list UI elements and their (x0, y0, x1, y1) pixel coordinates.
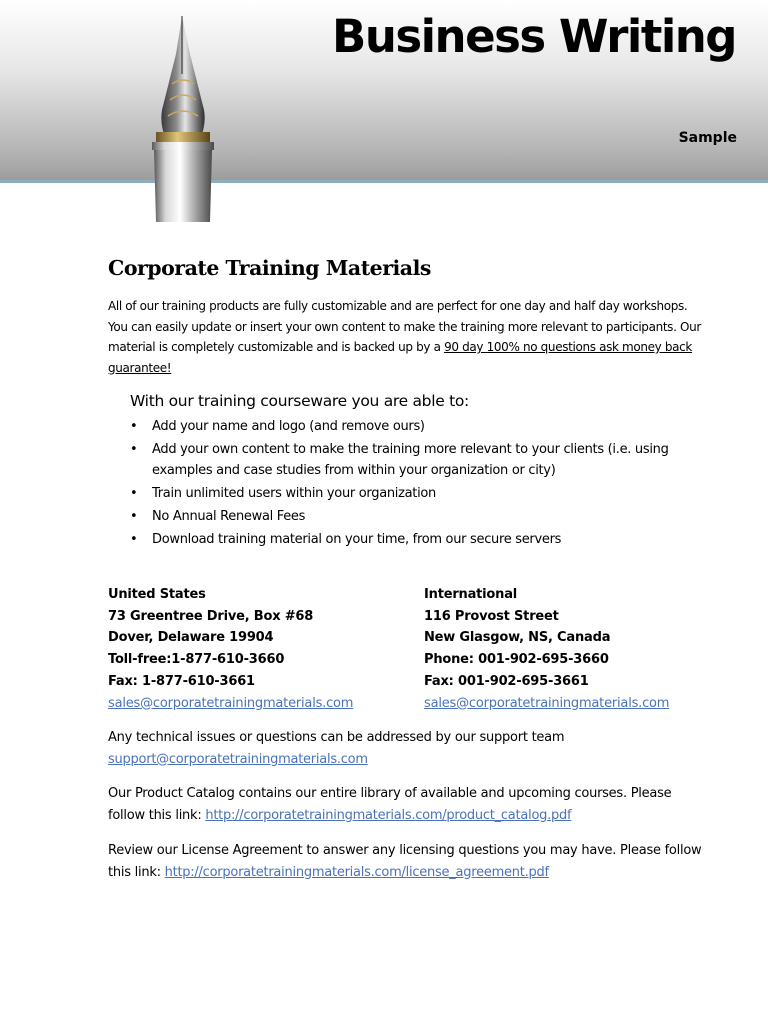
support-email-link[interactable]: support@corporatetrainingmaterials.com (108, 751, 368, 767)
us-fax: Fax: 1-877-610-3661 (108, 673, 255, 689)
support-text: Any technical issues or questions can be addressed by our support team (108, 730, 565, 745)
bullet-icon: • (130, 486, 138, 502)
catalog-link[interactable]: http://corporatetrainingmaterials.com/product_catalog.pdf (205, 807, 572, 823)
intl-region: International (424, 587, 518, 602)
page-subtitle: Sample (678, 130, 737, 146)
support-paragraph (108, 727, 708, 770)
intro-text: All of our training products are fully customizable and are perfect for one day and half day workshops. You can easily update or insert your own content to make the training more relevant to participants. Our material is completely customizable and is backed up by a (108, 299, 701, 354)
catalog-text: Our Product Catalog contains our entire library of available and upcoming courses. Please follow this link: (108, 786, 672, 823)
us-phone: Toll-free:1-877-610-3660 (108, 652, 285, 668)
header-divider (0, 180, 768, 183)
list-item: • No Annual Renewal Fees (130, 506, 690, 528)
us-region: United States (108, 587, 206, 602)
list-item: • Add your name and logo (and remove ours) (130, 416, 690, 438)
intl-street: 116 Provost Street (424, 608, 559, 624)
page-title: Business Writing (332, 10, 736, 63)
us-sales-email-link[interactable]: sales@corporatetrainingmaterials.com (108, 695, 354, 711)
license-text: Review our License Agreement to answer any licensing questions you may have. Please follow this link: (108, 843, 702, 880)
intl-fax: Fax: 001-902-695-3661 (424, 673, 589, 689)
intl-sales-email-link[interactable]: sales@corporatetrainingmaterials.com (424, 695, 670, 711)
feature-list (130, 416, 690, 551)
bullet-icon: • (130, 531, 138, 547)
bullet-icon: • (130, 441, 138, 457)
courseware-heading: With our training courseware you are able to: (130, 392, 469, 410)
section-heading: Corporate Training Materials (108, 256, 431, 280)
guarantee-text: 90 day 100% no questions ask money back guarantee! (108, 340, 692, 375)
us-street: 73 Greentree Drive, Box #68 (108, 608, 314, 624)
list-item: • Train unlimited users within your organization (130, 483, 690, 505)
license-link[interactable]: http://corporatetrainingmaterials.com/license_agreement.pdf (164, 864, 549, 880)
bullet-icon: • (130, 508, 138, 524)
intl-contact-block (424, 584, 669, 714)
list-item: • Add your own content to make the training more relevant to your clients (i.e. using examples and case studies from within your organization or city) (130, 439, 690, 482)
license-paragraph (108, 840, 708, 883)
intl-city: New Glasgow, NS, Canada (424, 630, 611, 646)
list-item: • Download training material on your time, from our secure servers (130, 529, 690, 551)
intro-paragraph (108, 296, 708, 378)
us-city: Dover, Delaware 19904 (108, 630, 274, 646)
bullet-icon: • (130, 419, 138, 434)
us-contact-block (108, 584, 353, 714)
catalog-paragraph (108, 783, 708, 826)
intl-phone: Phone: 001-902-695-3660 (424, 652, 609, 668)
fountain-pen-icon (148, 14, 218, 222)
